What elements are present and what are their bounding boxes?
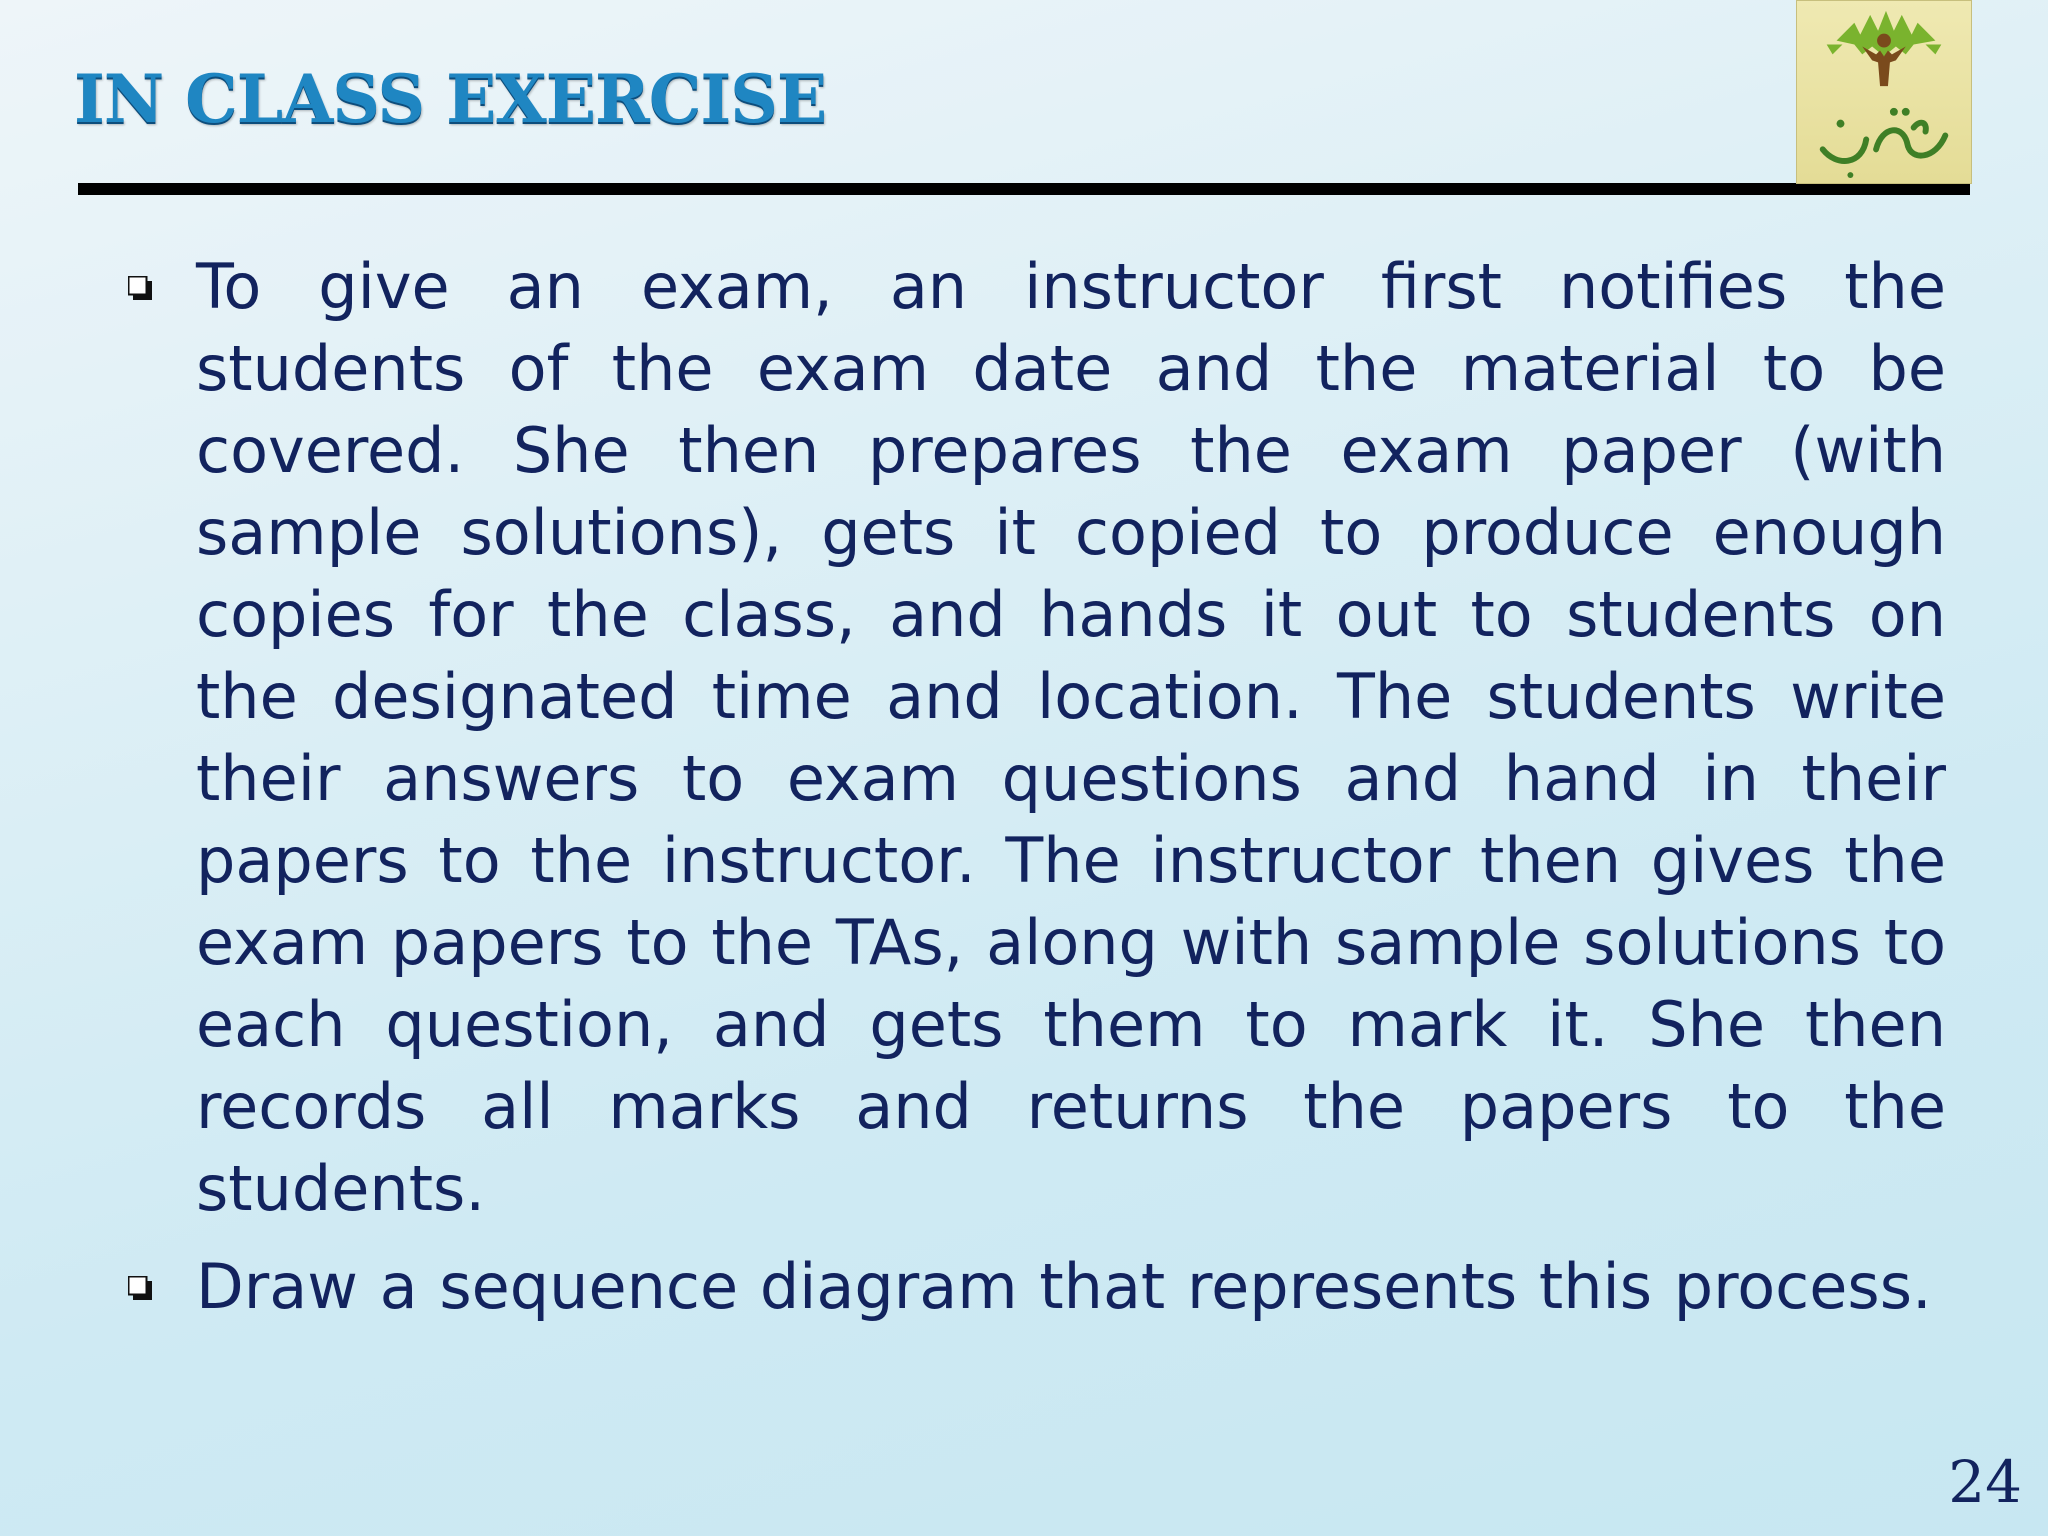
logo — [1796, 0, 1972, 184]
tree-person-logo-icon — [1797, 1, 1971, 183]
slide-title: IN CLASS EXERCISE — [74, 60, 827, 138]
bullet-item-exam-process — [116, 246, 1946, 1230]
bullet-text: Draw a sequence diagram that represents this process. — [196, 1250, 1932, 1323]
bullet-item-task — [116, 1246, 1946, 1328]
checkbox-square-bullet-icon — [128, 276, 152, 300]
page-number: 24 — [1948, 1448, 2022, 1516]
title-divider — [78, 183, 1970, 195]
bullet-list — [116, 246, 1946, 1328]
checkbox-square-bullet-icon — [128, 1276, 152, 1300]
bullet-text: To give an exam, an instructor first notifies the students of the exam date and the material to be covered. She then prepares the exam paper (with sample solutions), gets it copied to produce enough copies for the class, and hands it out to students on the designated time and location. The students write their answers to exam questions and hand in their papers to the instructor. The instructor then gives the exam papers to the TAs, along with sample solutions to each question, and gets them to mark it. She then records all marks and returns the papers to the students. — [196, 250, 1946, 1225]
